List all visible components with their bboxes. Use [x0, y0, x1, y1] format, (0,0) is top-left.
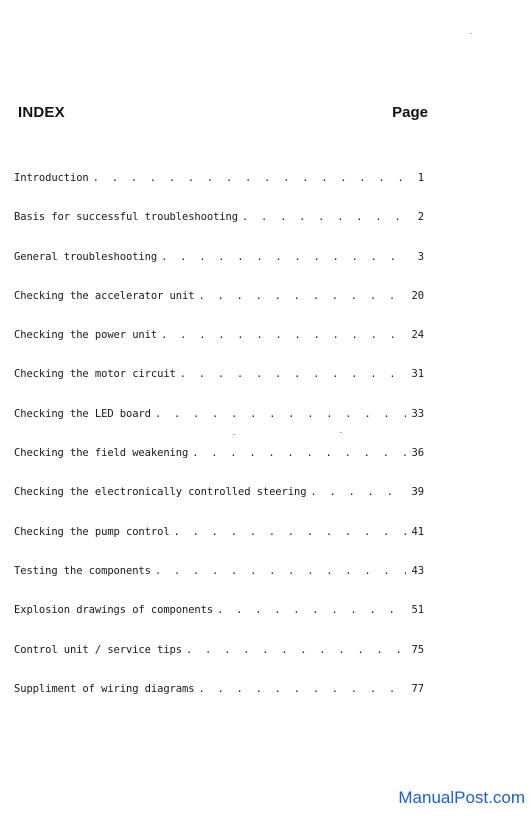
scan-speck — [233, 434, 235, 435]
toc-entry[interactable] — [14, 683, 424, 722]
toc-entry-page-number: 41 — [411, 525, 424, 538]
dot-leader — [198, 290, 406, 302]
dot-leader — [161, 329, 406, 341]
toc-entry-page-number: 31 — [411, 368, 424, 381]
toc-entry-label: Checking the motor circuit — [14, 368, 176, 381]
dot-leader — [310, 486, 406, 498]
toc-entry-label: Suppliment of wiring diagrams — [14, 682, 195, 695]
toc-entry-label: Checking the pump control — [14, 525, 170, 538]
toc-entry[interactable] — [14, 486, 424, 525]
page-column-label: Page — [392, 104, 428, 121]
toc-entry-page-number: 75 — [411, 643, 424, 656]
toc-entry-label: Checking the LED board — [14, 407, 151, 420]
watermark-brand[interactable]: ManualPost.com — [398, 788, 525, 807]
toc-entry-label: Testing the components — [14, 564, 151, 577]
toc-entry-page-number: 1 — [417, 172, 424, 184]
toc-entry[interactable] — [14, 526, 424, 565]
toc-entry[interactable] — [14, 447, 424, 486]
dot-leader — [192, 447, 406, 459]
toc-entry[interactable] — [14, 329, 424, 368]
dot-leader — [93, 172, 406, 184]
toc-entry-page-number: 39 — [411, 486, 424, 499]
toc-entry-label: Basis for successful troubleshooting — [14, 211, 238, 224]
toc-entry-label: Introduction — [14, 172, 89, 184]
dot-leader — [161, 251, 406, 263]
toc-entry[interactable] — [14, 211, 424, 250]
toc-entry-label: Explosion drawings of components — [14, 604, 214, 617]
table-of-contents — [14, 172, 424, 722]
toc-entry-page-number: 36 — [411, 447, 424, 460]
toc-entry-page-number: 33 — [411, 407, 424, 420]
toc-entry-label: Control unit / service tips — [14, 643, 182, 656]
toc-entry-label: Checking the power unit — [14, 329, 158, 342]
dot-leader — [180, 368, 406, 380]
dot-leader — [174, 526, 406, 538]
toc-entry[interactable] — [14, 644, 424, 683]
toc-entry[interactable] — [14, 172, 424, 211]
toc-entry-label: Checking the accelerator unit — [14, 289, 195, 302]
toc-entry-page-number: 24 — [411, 329, 424, 342]
toc-entry[interactable] — [14, 368, 424, 407]
dot-leader — [242, 211, 406, 223]
dot-leader — [155, 408, 406, 420]
dot-leader — [198, 683, 406, 695]
dot-leader — [186, 644, 406, 656]
toc-entry[interactable] — [14, 290, 424, 329]
dot-leader — [217, 604, 406, 616]
toc-entry-page-number: 2 — [417, 211, 424, 224]
page-title: INDEX — [18, 104, 65, 121]
toc-entry[interactable] — [14, 408, 424, 447]
toc-entry[interactable] — [14, 565, 424, 604]
toc-entry-label: General troubleshooting — [14, 250, 158, 263]
scan-speck — [340, 432, 342, 433]
toc-entry[interactable] — [14, 251, 424, 290]
toc-entry-label: Checking the field weakening — [14, 447, 189, 460]
toc-entry-page-number: 77 — [411, 682, 424, 695]
toc-entry-label: Checking the electronically controlled steering — [14, 486, 307, 499]
toc-entry-page-number: 43 — [411, 564, 424, 577]
dot-leader — [155, 565, 406, 577]
scan-speck — [470, 33, 472, 34]
toc-entry-page-number: 20 — [411, 289, 424, 302]
toc-entry[interactable] — [14, 604, 424, 643]
toc-entry-page-number: 51 — [411, 604, 424, 617]
index-header — [18, 104, 428, 126]
toc-entry-page-number: 3 — [417, 250, 424, 263]
